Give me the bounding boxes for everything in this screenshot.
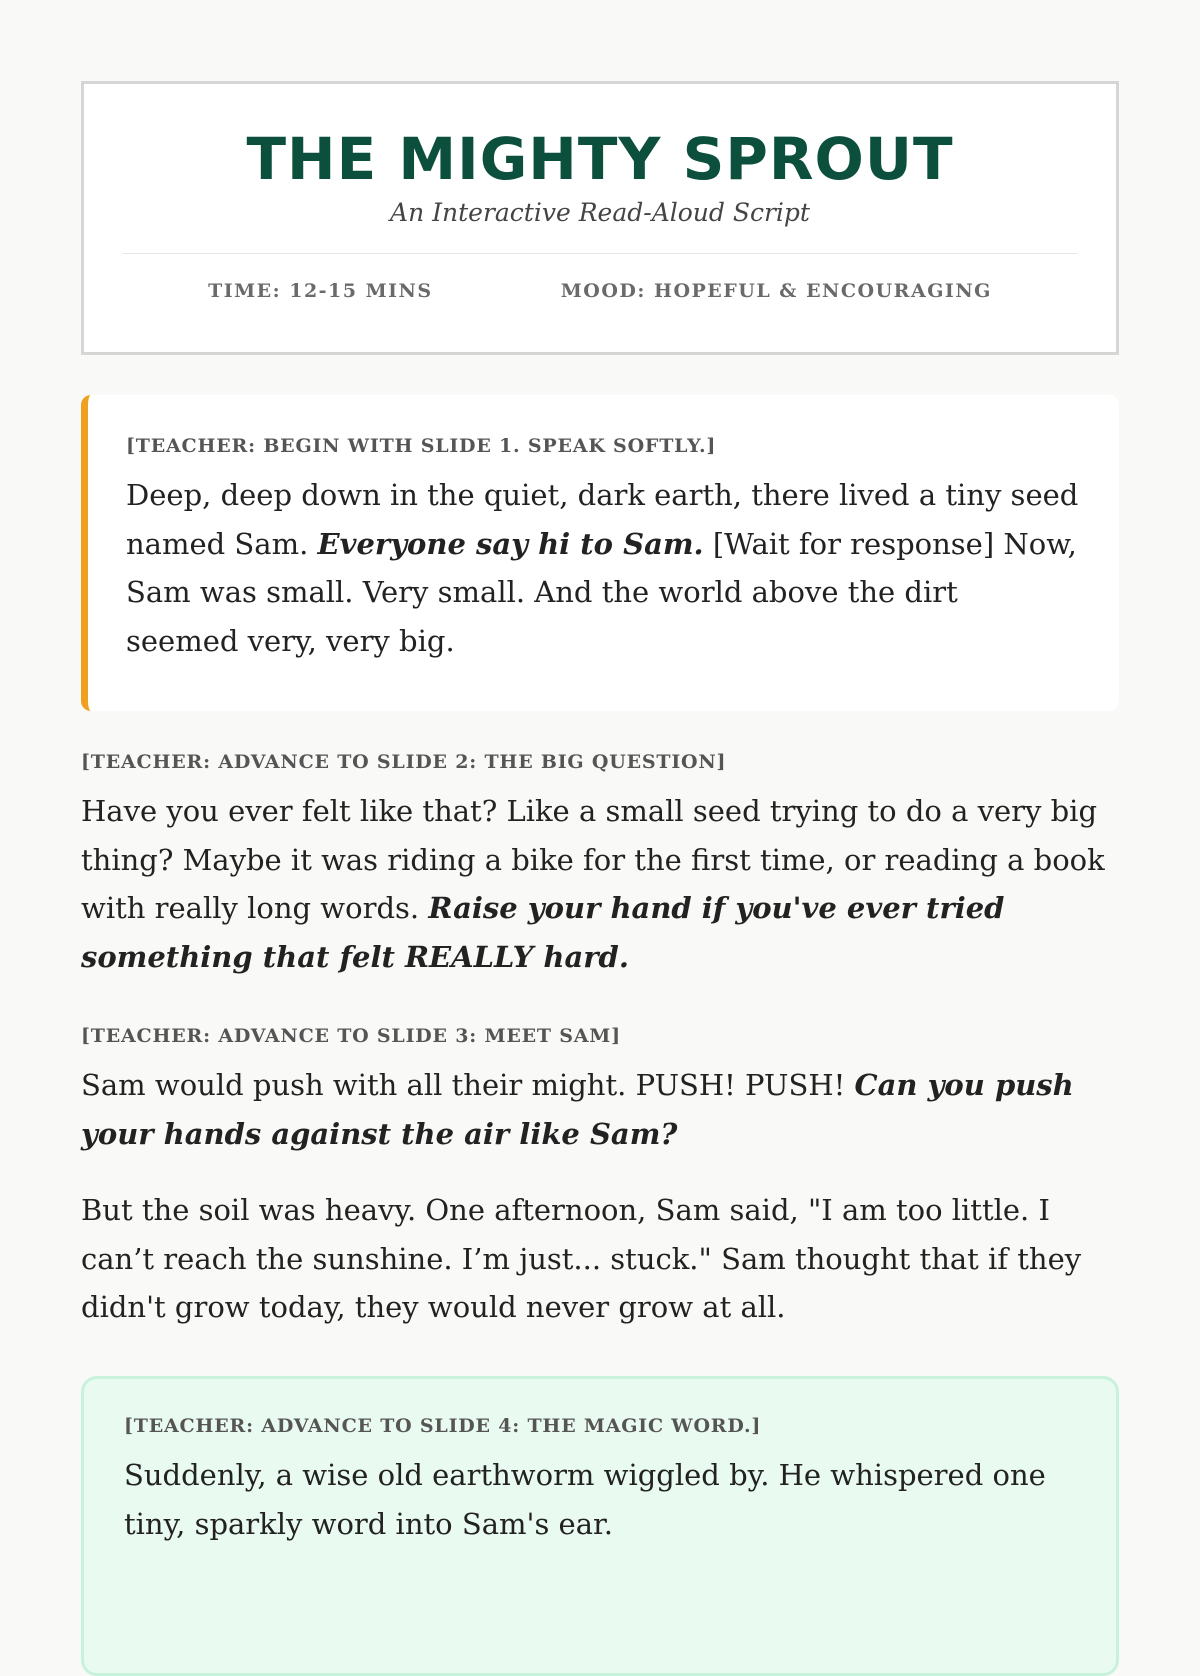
story-text: Have you ever felt like that? Like a small seed trying to do a very big thing? Maybe it was riding a bike for the first time, or reading a book with really long words. xyxy=(81,794,1105,925)
interactive-prompt: Raise your hand if you've ever tried something that felt REALLY hard. xyxy=(81,891,1005,974)
slide-3-section xyxy=(81,1023,1119,1332)
page-subtitle: An Interactive Read-Aloud Script xyxy=(390,198,810,227)
interactive-prompt: Everyone say hi to Sam. xyxy=(317,526,704,561)
story-paragraph xyxy=(81,787,1119,981)
title-card xyxy=(81,81,1119,355)
story-paragraph xyxy=(126,471,1079,665)
teacher-note: [TEACHER: ADVANCE TO SLIDE 2: THE BIG QUESTION] xyxy=(81,751,727,773)
page-title: THE MIGHTY SPROUT xyxy=(246,125,954,193)
teacher-note: [TEACHER: ADVANCE TO SLIDE 3: MEET SAM] xyxy=(81,1025,621,1047)
story-text: [Wait for response] Now, Sam was small. Very small. And the world above the dirt seemed very, very big. xyxy=(126,526,1077,658)
story-paragraph: But the soil was heavy. One afternoon, Sam said, "I am too little. I can’t reach the sunshine. I’m just... stuck." Sam thought that if they didn't grow today, they would never grow at all. xyxy=(81,1193,1082,1324)
script-page xyxy=(81,81,1119,1541)
meta-row xyxy=(84,254,1116,302)
story-text: Deep, deep down in the quiet, dark earth, there lived a tiny seed named Sam. xyxy=(126,478,1079,561)
intro-section xyxy=(81,395,1119,711)
story-paragraph xyxy=(81,1061,1119,1158)
story-paragraph: Suddenly, a wise old earthworm wiggled by. He whispered one tiny, sparkly word into Sam's ear. xyxy=(124,1458,1046,1541)
mood-meta: MOOD: HOPEFUL & ENCOURAGING xyxy=(560,280,992,302)
slide-2-section xyxy=(81,749,1119,981)
slide-4-section xyxy=(81,1376,1119,1676)
time-meta: TIME: 12-15 MINS xyxy=(208,280,433,302)
story-text: Sam would push with all their might. PUSH! PUSH! xyxy=(81,1068,855,1102)
interactive-prompt: Can you push your hands against the air like Sam? xyxy=(81,1068,1074,1151)
teacher-note: [TEACHER: ADVANCE TO SLIDE 4: THE MAGIC WORD.] xyxy=(124,1415,762,1437)
teacher-note: [TEACHER: BEGIN WITH SLIDE 1. SPEAK SOFTLY.] xyxy=(126,435,717,457)
